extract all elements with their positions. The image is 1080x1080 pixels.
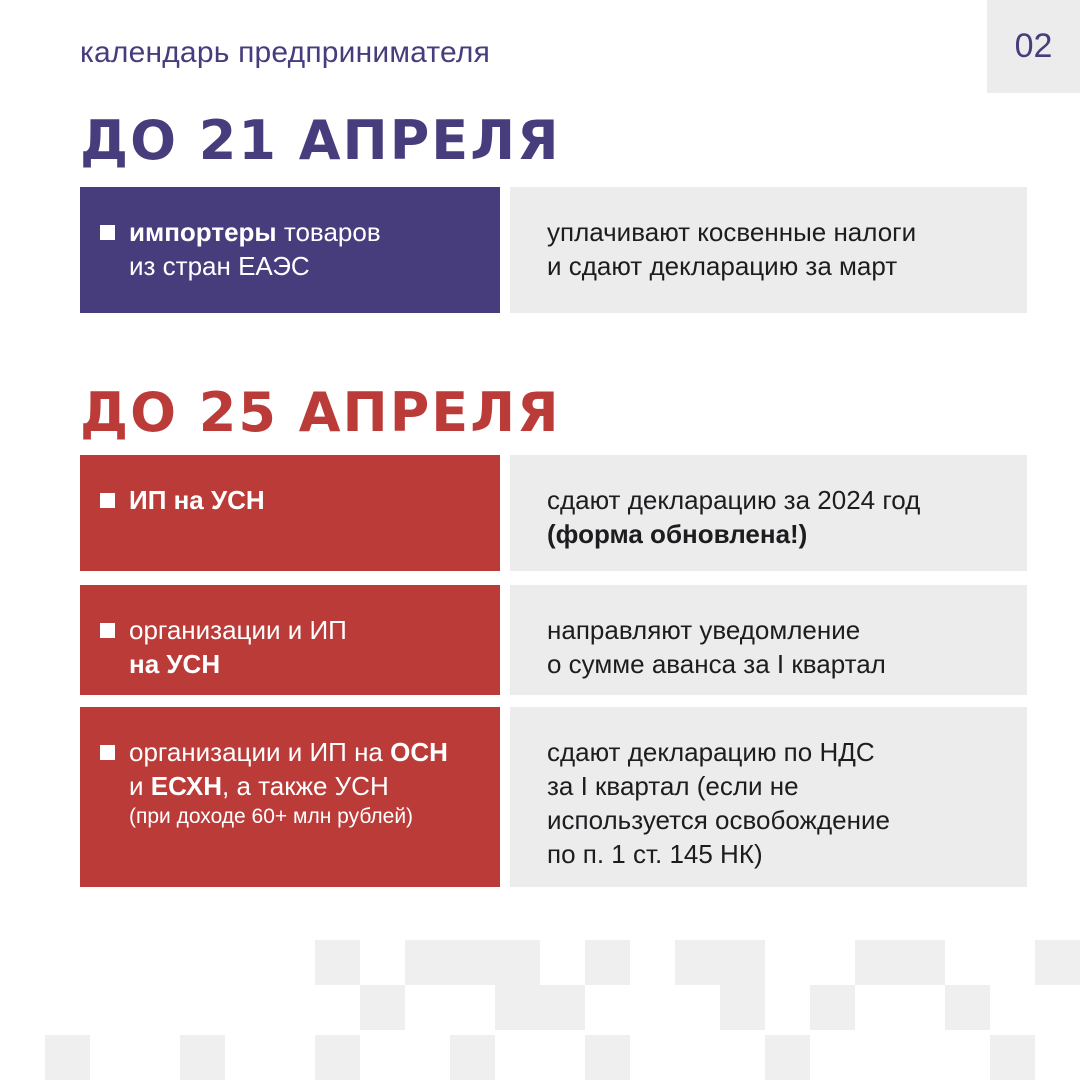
what-line2: о сумме аванса за I квартал: [547, 649, 886, 679]
who-rest: товаров: [276, 217, 381, 247]
deco-square: [855, 940, 900, 985]
who-bold-eshn: ЕСХН: [150, 771, 222, 801]
who-bold: ИП на УСН: [129, 485, 265, 515]
what-line1: сдают декларацию за 2024 год: [547, 485, 921, 515]
what-line1: направляют уведомление: [547, 615, 861, 645]
deco-square: [495, 985, 540, 1030]
page-number-badge: [987, 0, 1080, 93]
deco-square: [45, 1035, 90, 1080]
what-cell: [510, 585, 1027, 695]
deco-square: [450, 940, 540, 985]
what-cell: [510, 707, 1027, 887]
what-line4: по п. 1 ст. 145 НК): [547, 839, 763, 869]
who-bold: на УСН: [129, 649, 221, 679]
deco-square: [585, 1035, 630, 1080]
who-cell: [80, 187, 500, 313]
deco-square: [405, 940, 450, 985]
deadline-row: [80, 585, 1027, 695]
deco-square: [540, 985, 585, 1030]
square-bullet-icon: [100, 225, 115, 240]
who-line1: организации и ИП: [129, 615, 347, 645]
who-part2: и: [129, 771, 151, 801]
square-bullet-icon: [100, 493, 115, 508]
deco-square: [315, 1035, 360, 1080]
who-bold-osn: ОСН: [390, 737, 448, 767]
deco-square: [990, 1035, 1035, 1080]
deco-square: [720, 985, 765, 1030]
who-cell: [80, 707, 500, 887]
what-cell: [510, 455, 1027, 571]
deco-square: [765, 1035, 810, 1080]
who-cell: [80, 455, 500, 571]
section-title-april-21: ДО 21 АПРЕЛЯ: [80, 109, 561, 172]
who-part3: , а также УСН: [222, 771, 389, 801]
deadline-row: [80, 707, 1027, 887]
page-header-title: календарь предпринимателя: [80, 36, 491, 69]
what-line1: уплачивают косвенные налоги: [547, 217, 917, 247]
what-line3: используется освобождение: [547, 805, 890, 835]
deadline-row: [80, 455, 1027, 571]
what-cell: [510, 187, 1027, 313]
deco-square: [1035, 940, 1080, 985]
who-line2: из стран ЕАЭС: [129, 251, 310, 281]
deco-square: [315, 940, 360, 985]
deco-square: [180, 1035, 225, 1080]
who-text: [129, 483, 265, 517]
square-bullet-icon: [100, 745, 115, 760]
page-number: 02: [1014, 27, 1053, 65]
who-text: [129, 613, 347, 681]
deco-square: [585, 940, 630, 985]
deco-square: [900, 940, 945, 985]
what-bold: (форма обновлена!): [547, 519, 808, 549]
deadline-row: [80, 187, 1027, 313]
deco-square: [360, 985, 405, 1030]
deco-square: [675, 940, 765, 985]
who-text: [129, 735, 448, 831]
what-line2: и сдают декларацию за март: [547, 251, 898, 281]
who-bold: импортеры: [129, 217, 277, 247]
what-line2: за I квартал (если не: [547, 771, 799, 801]
section-title-april-25: ДО 25 АПРЕЛЯ: [80, 381, 561, 444]
square-bullet-icon: [100, 623, 115, 638]
deco-square: [945, 985, 990, 1030]
deco-square: [810, 985, 855, 1030]
who-part1: организации и ИП на: [129, 737, 391, 767]
who-text: [129, 215, 381, 283]
deco-square: [450, 1035, 495, 1080]
who-cell: [80, 585, 500, 695]
what-line1: сдают декларацию по НДС: [547, 737, 875, 767]
who-footnote: (при доходе 60+ млн рублей): [129, 805, 414, 828]
